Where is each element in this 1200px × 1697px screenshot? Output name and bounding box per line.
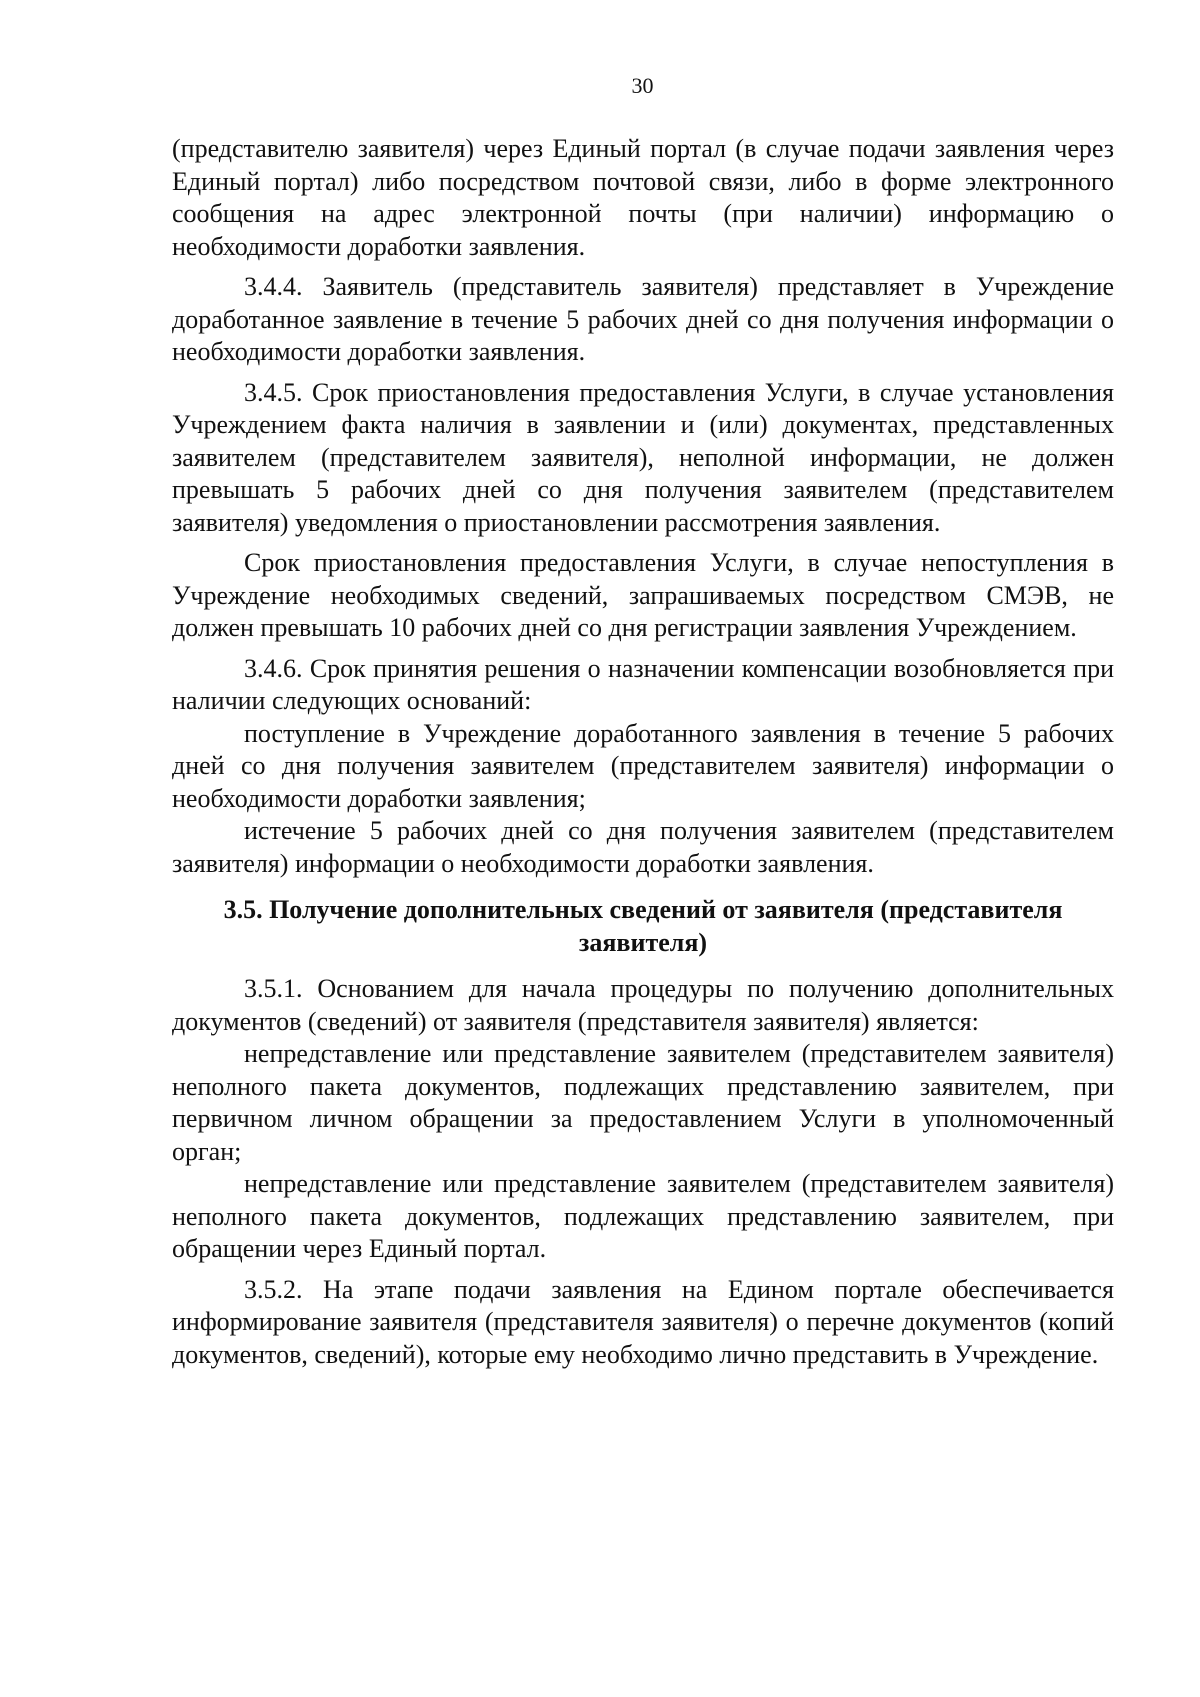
list-item-receipt: поступление в Учреждение доработанного заявления в течение 5 рабочих дней со дня получения заявителем (представителем заявителя) информации о необходимости доработки заявления; <box>172 718 1114 813</box>
paragraph-3-4-6: 3.4.6. Срок принятия решения о назначении компенсации возобновляется при наличии следующих оснований: <box>172 653 1114 715</box>
document-body <box>172 133 1114 1371</box>
paragraph-suspension-smev: Срок приостановления предоставления Услуги, в случае непоступления в Учреждение необходимых сведений, запрашиваемых посредством СМЭВ, не должен превышать 10 рабочих дней со дня регистрации заявления Учреждением. <box>172 548 1114 642</box>
paragraph-3-5-1: 3.5.1. Основанием для начала процедуры по получению дополнительных документов (сведений) от заявителя (представителя заявителя) является: <box>172 974 1114 1036</box>
paragraph-3-4-5: 3.4.5. Срок приостановления предоставления Услуги, в случае установления Учреждением факта наличия в заявлении и (или) документах, представленных заявителем (представителем заявителя), неполной информации, не должен превышать 5 рабочих дней со дня получения заявителем (представителем заявителя) уведомления о приостановлении рассмотрения заявления. <box>172 377 1114 537</box>
paragraph-3-4-4: 3.4.4. Заявитель (представитель заявителя) представляет в Учреждение доработанное заявление в течение 5 рабочих дней со дня получения информации о необходимости доработки заявления. <box>172 272 1114 366</box>
page-number: 30 <box>631 73 654 98</box>
list-item-portal-appeal: непредставление или представление заявителем (представителем заявителя) неполного пакета документов, подлежащих представлению заявителем, при обращении через Единый портал. <box>172 1169 1114 1263</box>
list-item-primary-appeal: непредставление или представление заявителем (представителем заявителя) неполного пакета документов, подлежащих представлению заявителем, при первичном личном обращении за предоставлением Услуги в уполномоченный орган; <box>172 1039 1114 1166</box>
paragraph-continuation: (представителю заявителя) через Единый портал (в случае подачи заявления через Единый портал) либо посредством почтовой связи, либо в форме электронного сообщения на адрес электронной почты (при наличии) информацию о необходимости доработки заявления. <box>172 134 1114 261</box>
list-item-expiry: истечение 5 рабочих дней со дня получения заявителем (представителем заявителя) информации о необходимости доработки заявления. <box>172 816 1114 878</box>
paragraph-3-5-2: 3.5.2. На этапе подачи заявления на Едином портале обеспечивается информирование заявителя (представителя заявителя) о перечне документов (копий документов, сведений), которые ему необходимо лично представить в Учреждение. <box>172 1274 1114 1369</box>
section-heading-3-5: 3.5. Получение дополнительных сведений от заявителя (представителя заявителя) <box>223 895 1063 957</box>
